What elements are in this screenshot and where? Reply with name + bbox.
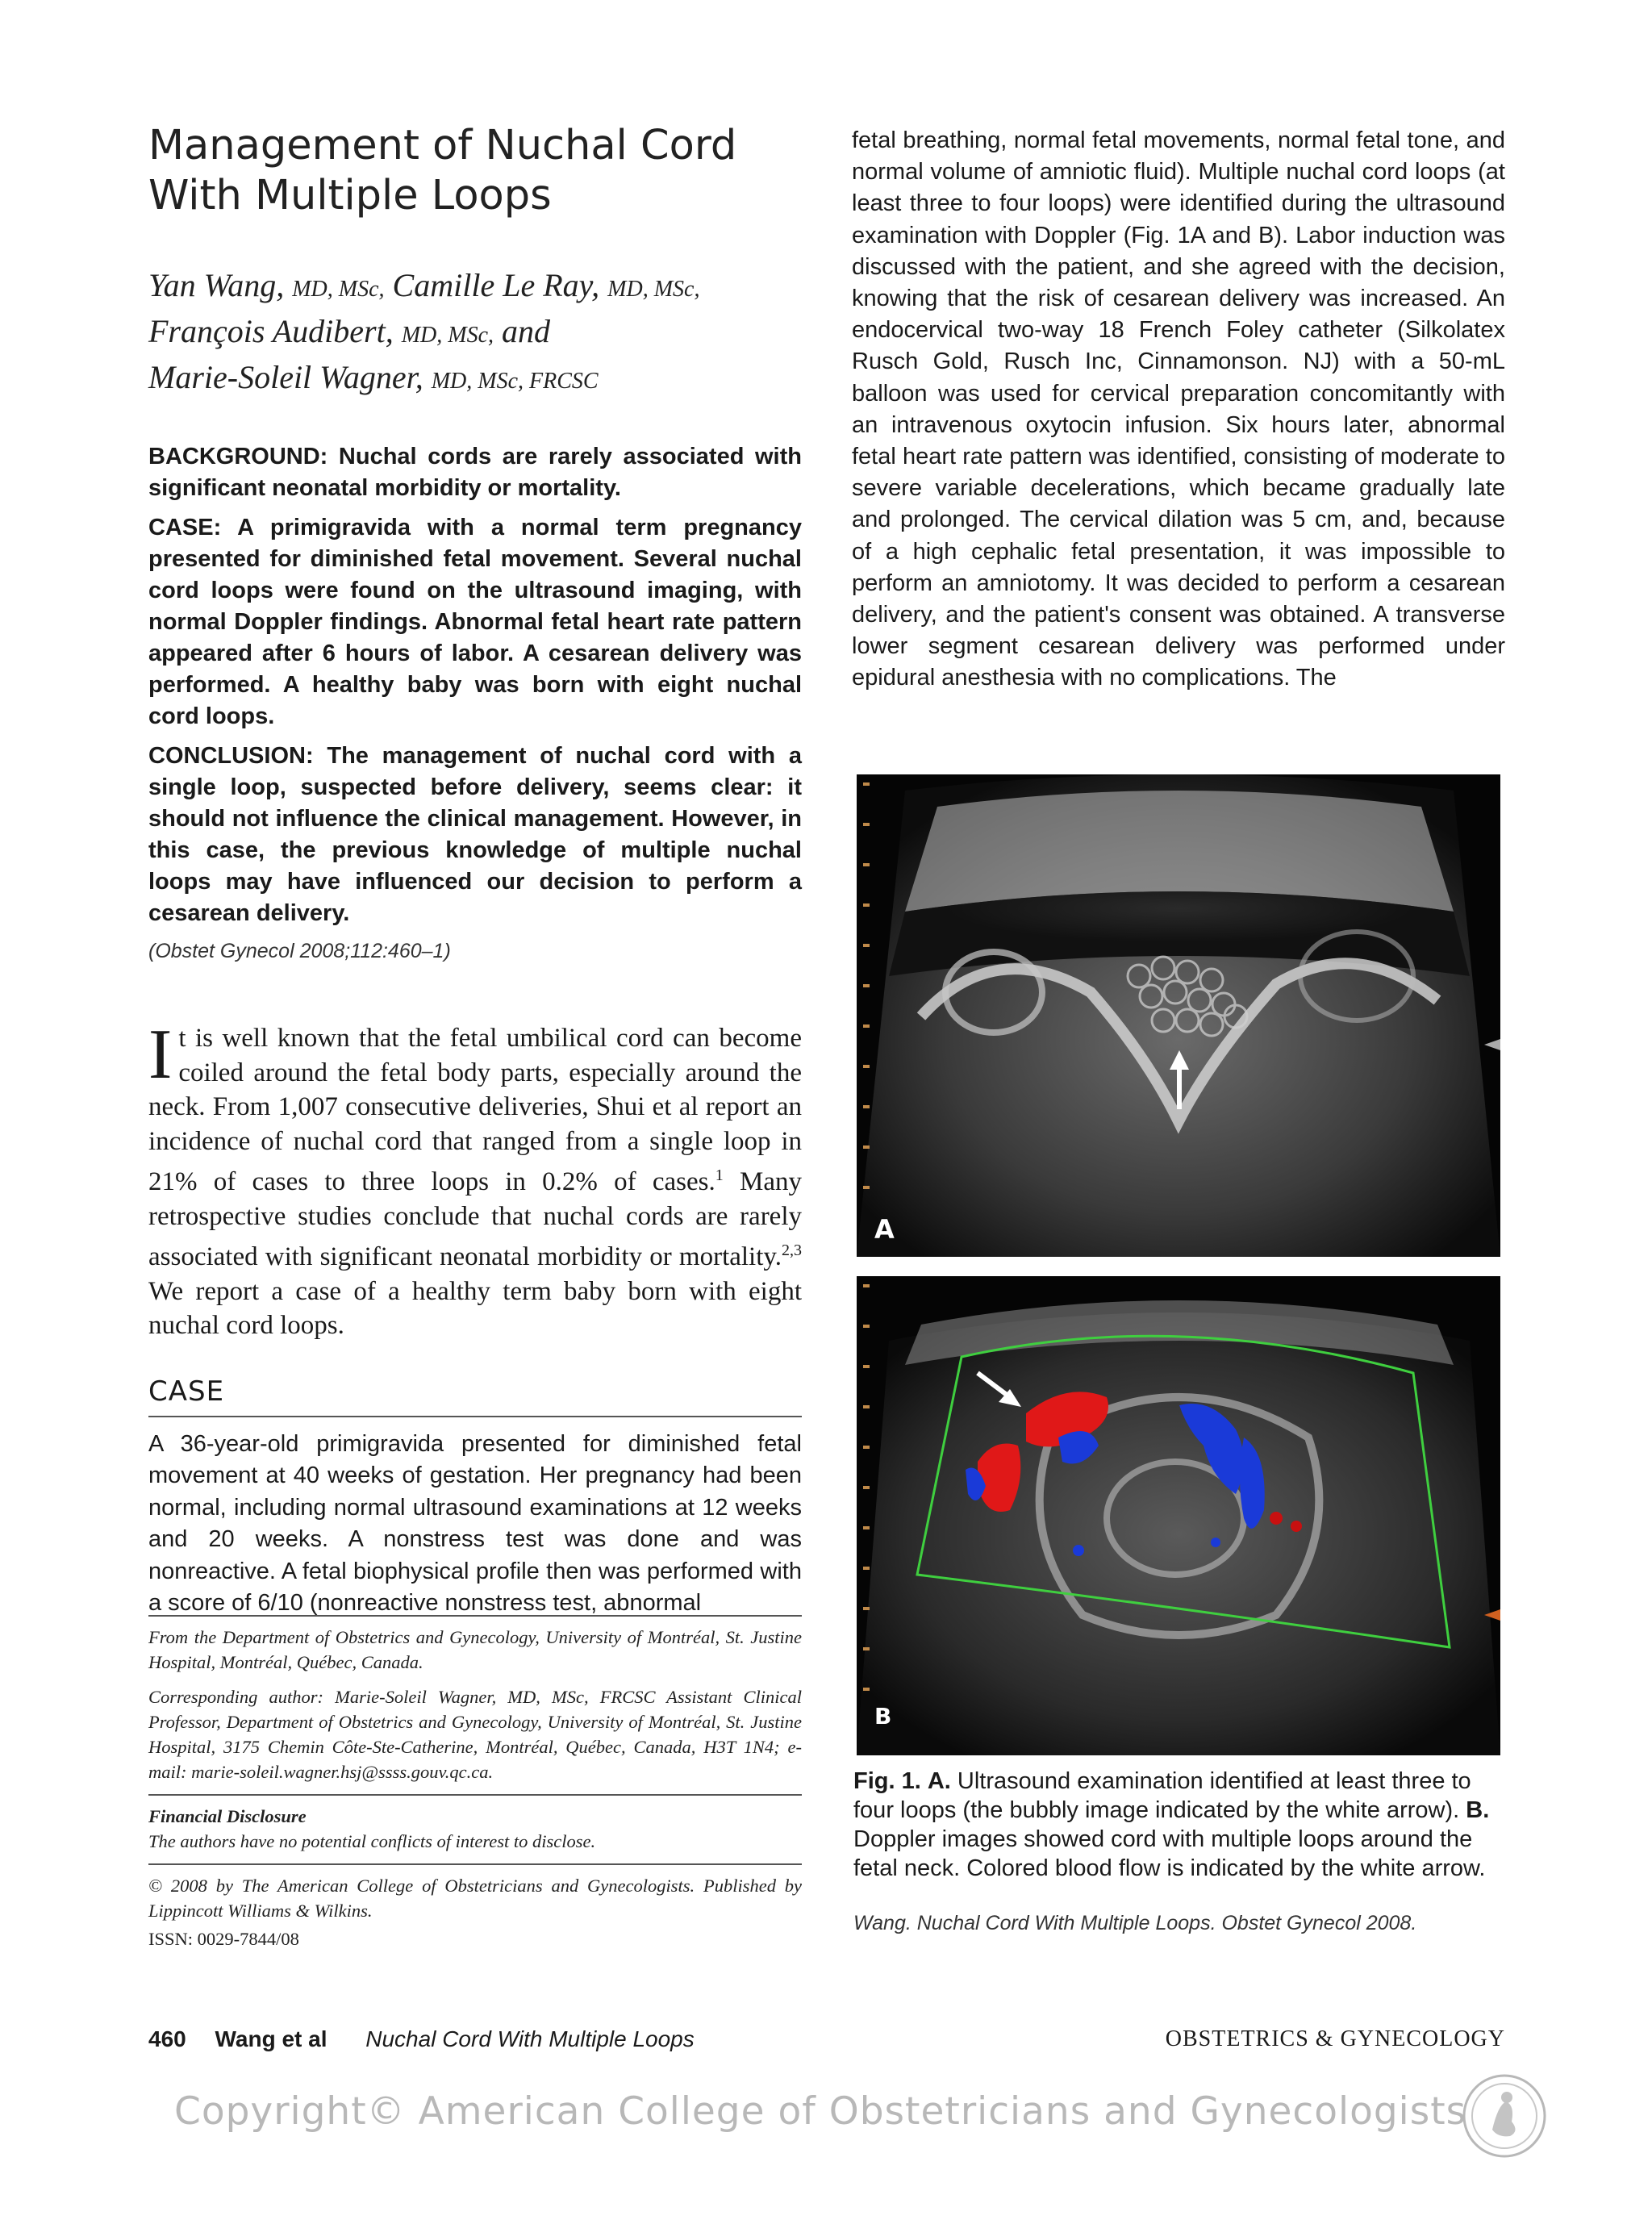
affiliation-note: From the Department of Obstetrics and Gynecology, University of Montréal, St. Justine Hospital, Montréal, Québec, Canada.	[148, 1627, 802, 1672]
left-column	[148, 121, 802, 1620]
reference-mark[interactable]: 2,3	[782, 1241, 802, 1259]
figure-citation: Wang. Nuchal Cord With Multiple Loops. Obstet Gynecol 2008.	[853, 1912, 1417, 1934]
page-number: 460	[148, 2026, 186, 2051]
footnote-copyright-block	[148, 1863, 802, 1951]
copyright-note: © 2008 by The American College of Obstetricians and Gynecologists. Published by Lippincott Williams & Wilkins.	[148, 1876, 802, 1921]
abstract	[148, 441, 802, 929]
issn-note: ISSN: 0029-7844/08	[148, 1929, 299, 1949]
page-footer	[148, 2026, 1505, 2059]
journal-name: OBSTETRICS & GYNECOLOGY	[1165, 2026, 1505, 2051]
footnotes	[148, 1615, 802, 1961]
figure-1b-doppler	[857, 1276, 1500, 1755]
disclosure-heading: Financial Disclosure	[148, 1806, 307, 1826]
abstract-case: CASE: A primigravida with a normal term pregnancy presented for diminished fetal movement. Several nuchal cord loops were found on the ultrasound imaging, with normal Doppler findings. Abnormal fetal heart rate pattern appeared after 6 hours of labor. A cesarean delivery was performed. A healthy baby was born with eight nuchal cord loops.	[148, 515, 802, 729]
footnote-disclosure-block	[148, 1794, 802, 1854]
figure-label-b: B	[874, 1703, 892, 1730]
abstract-conclusion: CONCLUSION: The management of nuchal cord with a single loop, suspected before delivery, seems clear: it should not influence the clinical management. However, in this case, the previous knowledge of multiple nuchal loops may have influenced our decision to perform a cesarean delivery.	[148, 743, 803, 926]
section-heading-case: CASE	[148, 1375, 802, 1417]
disclosure-text: The authors have no potential conflicts of interest to disclose.	[148, 1831, 596, 1851]
acog-seal-icon	[1462, 2073, 1547, 2159]
author-line: François Audibert, MD, MSc, and	[148, 313, 550, 349]
reference-mark[interactable]: 1	[715, 1166, 724, 1184]
footnote-affiliation-block	[148, 1615, 802, 1784]
figure-caption: Fig. 1. A. Ultrasound examination identified at least three to four loops (the bubbly image indicated by the white arrow). B. Doppler images showed cord with multiple loops around the fetal neck. Colored blood flow is indicated by the white arrow.	[853, 1768, 1490, 1881]
case-paragraph: A 36-year-old primigravida presented for diminished fetal movement at 40 weeks of gestation. Her pregnancy had been normal, including normal ultrasound examinations at 12 weeks and 20 weeks. A nonstress test was done and was nonreactive. A fetal biophysical profile then was performed with a score of 6/10 (nonreactive nonstress test, abnormal	[148, 1430, 802, 1616]
copyright-watermark: Copyright© American College of Obstetricians and Gynecologists	[174, 2089, 1467, 2134]
article-title: Management of Nuchal Cord With Multiple Loops	[148, 122, 737, 219]
ultrasound-image-b	[857, 1276, 1500, 1755]
ultrasound-image-a	[857, 774, 1500, 1257]
author-line: Marie-Soleil Wagner, MD, MSc, FRCSC	[148, 359, 599, 395]
corresponding-author-note: Corresponding author: Marie-Soleil Wagner, MD, MSc, FRCSC Assistant Clinical Professor, Department of Obstetrics and Gynecology, University of Montréal, St. Justine Hospital, 3175 Chemin Côte-Ste-Catherine, Montréal, Québec, Canada, H3T 1N4; e-mail: marie-soleil.wagner.hsj@ssss.gouv.qc.ca.	[148, 1687, 802, 1782]
figure-1a-ultrasound	[857, 774, 1500, 1257]
abstract-background: BACKGROUND: Nuchal cords are rarely associated with significant neonatal morbidity or mortality.	[148, 444, 802, 501]
running-authors: Wang et al	[215, 2026, 327, 2051]
author-list	[148, 265, 802, 403]
author-line: Yan Wang, MD, MSc, Camille Le Ray, MD, MSc,	[148, 267, 700, 303]
case-continued-paragraph: fetal breathing, normal fetal movements, normal fetal tone, and normal volume of amniotic fluid). Multiple nuchal cord loops (at least three to four loops) were identified during the ultrasound examination with Doppler (Fig. 1A and B). Labor induction was discussed with the patient, and she agreed with the decision, knowing that the risk of cesarean delivery was increased. An endocervical two-way 18 French Foley catheter (Silkolatex Rusch Gold, Rusch Inc, Cinnamonson. NJ) with a 50-mL balloon was used for cervical preparation concomitantly with an intravenous oxytocin infusion. Six hours later, abnormal fetal heart rate pattern was identified, consisting of moderate to severe variable decelerations, which became gradually late and prolonged. The cervical dilation was 5 cm, and, because of a high cephalic fetal presentation, it was impossible to perform an amniotomy. It was decided to perform a cesarean delivery, and the patient's consent was obtained. A transverse lower segment cesarean delivery was performed under epidural anesthesia with no complications. The	[852, 127, 1505, 691]
figure-label-a: A	[874, 1214, 895, 1245]
abstract-citation: (Obstet Gynecol 2008;112:460–1)	[148, 940, 451, 962]
drop-cap: I	[148, 1016, 173, 1094]
running-title: Nuchal Cord With Multiple Loops	[365, 2026, 695, 2051]
intro-paragraph: It is well known that the fetal umbilical cord can become coiled around the fetal body parts, especially around the neck. From 1,007 consecutive deliveries, Shui et al report an incidence of nuchal cord that ranged from a single loop in 21% of cases to three loops in 0.2% of cases.$^1$ Many retrospective studies conclude that nuchal cords are rarely associated with significant neonatal morbidity or mortality.$^{2,3}$ We report a case of a healthy term baby born with eight nuchal cord loops.	[148, 1016, 802, 1340]
